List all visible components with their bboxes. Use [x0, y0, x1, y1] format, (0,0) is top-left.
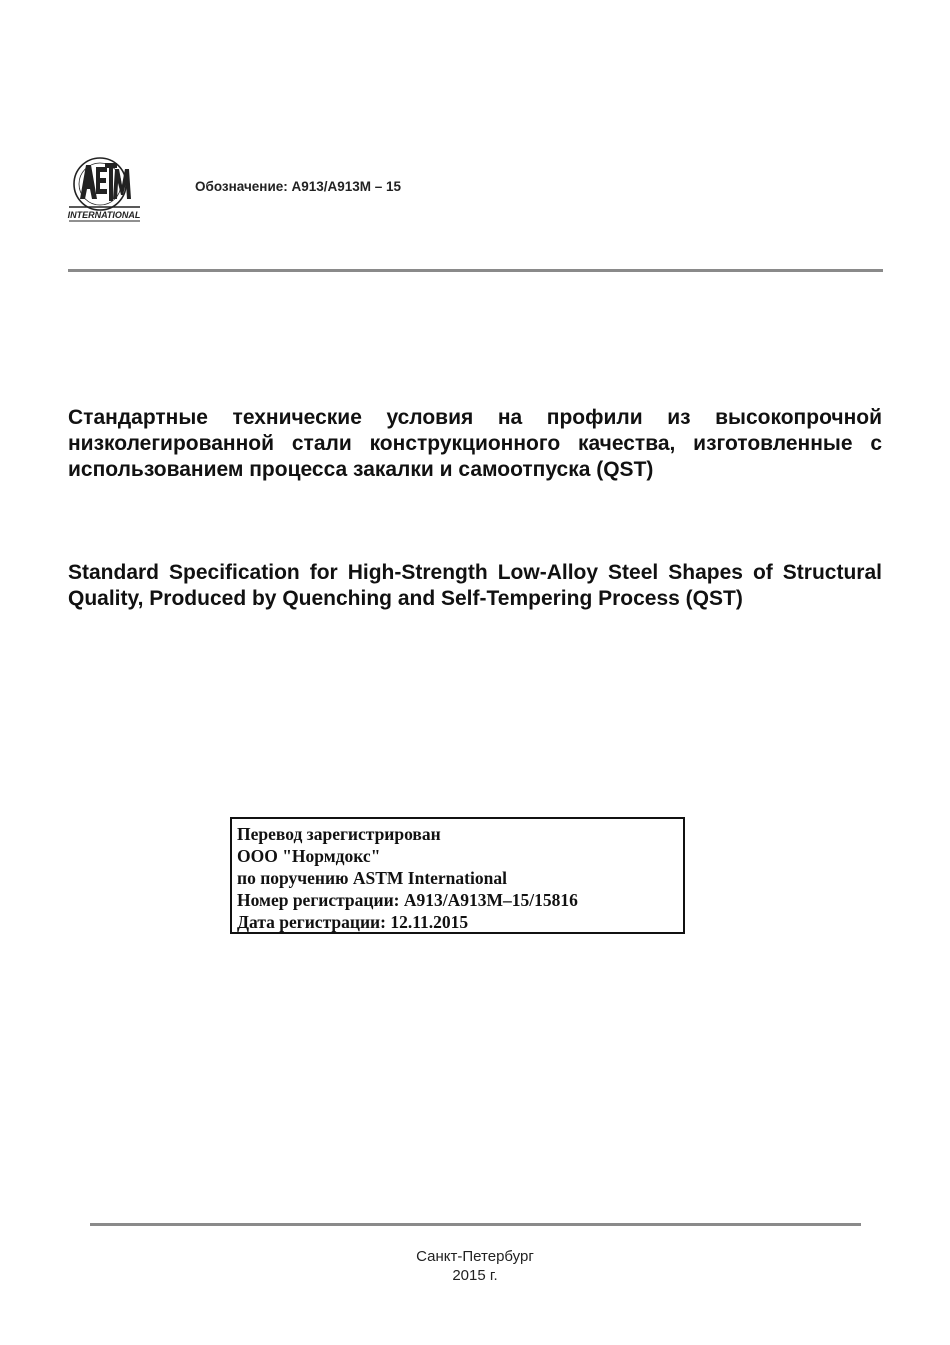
- header-divider: [68, 269, 883, 272]
- document-designation: Обозначение: A913/A913M – 15: [195, 179, 402, 194]
- registration-line: по поручению ASTM International: [237, 868, 507, 888]
- registration-box: [230, 817, 685, 934]
- registration-line: Дата регистрации: 12.11.2015: [237, 912, 469, 932]
- footer-city: Санкт-Петербург: [416, 1248, 534, 1265]
- astm-international-logo: [66, 155, 144, 227]
- title-english: Standard Specification for High-Strength Low-Alloy Steel Shapes of Structural Quality, Produced by Quenching and Self-Tempering Process (QST): [68, 561, 882, 610]
- footer-year: 2015 г.: [452, 1267, 498, 1284]
- title-russian: Стандартные технические условия на профили из высокопрочной низколегированной стали конструкционного качества, изготовленные с использованием процесса закалки и самоотпуска (QST): [68, 406, 882, 481]
- registration-line: Номер регистрации: A913/A913M–15/15816: [237, 890, 578, 910]
- astm-logo-icon: [66, 155, 144, 227]
- footer-divider: [90, 1223, 861, 1226]
- registration-line: ООО "Нормдокс": [237, 846, 381, 866]
- logo-text: INTERNATIONAL: [67, 210, 141, 220]
- registration-line: Перевод зарегистрирован: [237, 824, 441, 844]
